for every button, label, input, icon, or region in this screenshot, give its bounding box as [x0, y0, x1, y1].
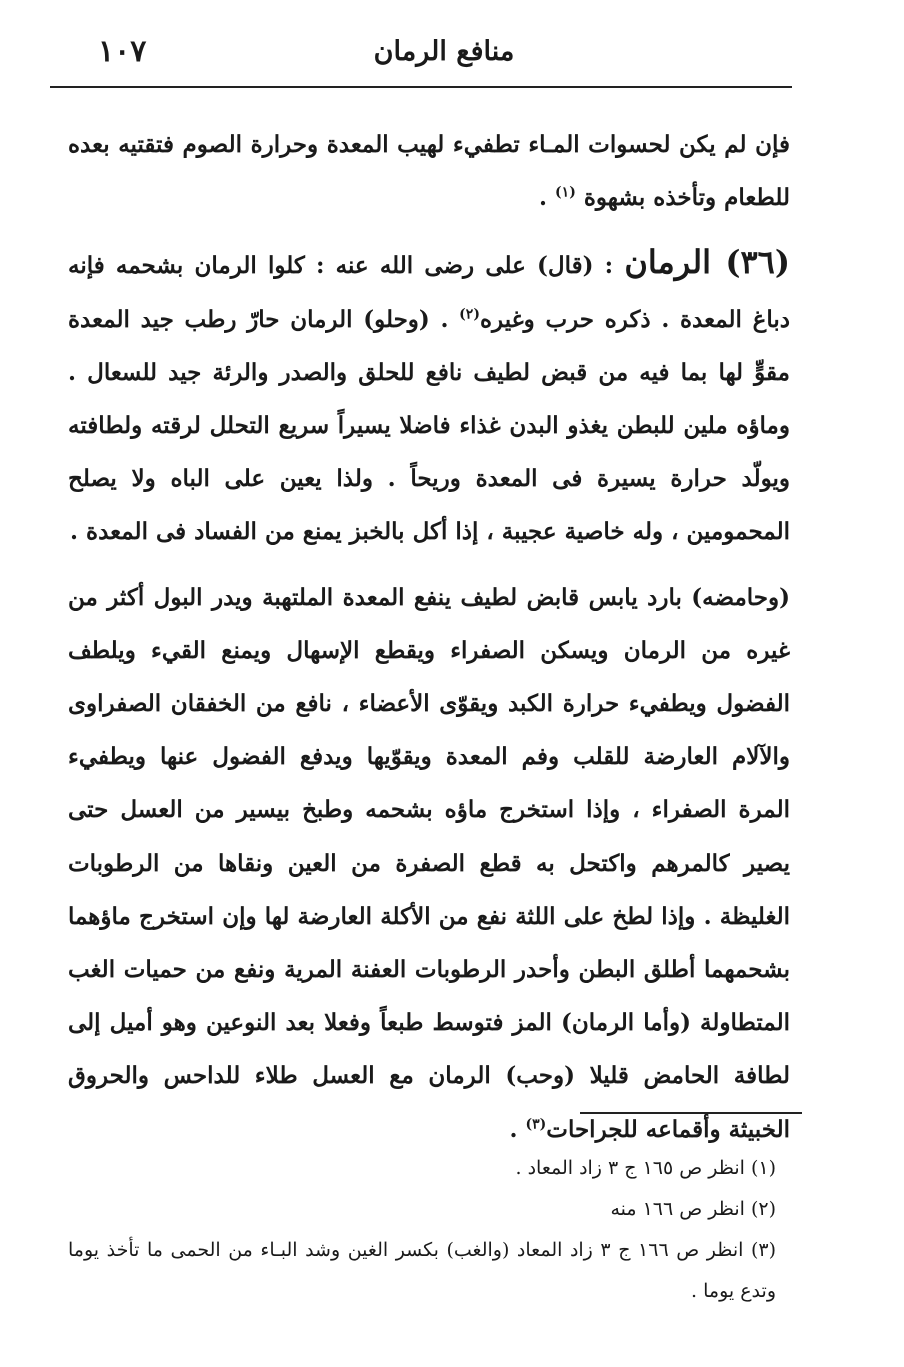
body-text	[68, 118, 790, 1156]
paragraph-1-end: .	[539, 184, 556, 212]
footnotes-rule	[580, 1112, 802, 1114]
running-title: منافع الرمان	[373, 36, 515, 67]
page-header	[62, 30, 826, 84]
footnote-2: (٢) انظر ص ١٦٦ منه	[610, 1198, 776, 1220]
paragraph-2-text-b: . (وحلو) الرمان حارّ رطب جيد المعدة مقوٍّ لها بما فيه من قبض لطيف نافع للحلق والصدر والرئة جيد للسعال . وماؤه ملين للبطن يغذو البدن غذاء فاضلا يسيراً سريع التحلل لرقته ولطافته ويولّد حرارة يسيرة فى المعدة وريحاً . ولذا يعين على الباه ولا يصلح المحمومين ، وله خاصية عجيبة ، إذا أكل بالخبز يمنع من الفساد فى المعدة .	[68, 305, 790, 546]
footnote-1: (١) انظر ص ١٦٥ ج ٣ زاد المعاد .	[515, 1157, 776, 1179]
paragraph-3-text: (وحامضه) بارد يابس قابض لطيف ينفع المعدة الملتهبة ويدر البول أكثر من غيره من الرمان ويسكن الصفراء ويقطع الإسهال ويمنع القيء ويلطف الفضول ويطفيء حرارة الكبد ويقوّى الأعضاء ، نافع من الخفقان الصفراوى والآلام العارضة للقلب وفم المعدة ويقوّيها ويدفع الفضول عنها ويطفيء المرة الصفراء ، وإذا استخرج ماؤه بشحمه وطبخ بيسير من العسل حتى يصير كالمرهم واكتحل به قطع الصفرة من العين ونقاها من الرطوبات الغليظة . وإذا لطخ على اللثة نفع من الأكلة العارضة لها وإن استخرج ماؤهما بشحمهما أطلق البطن وأحدر الرطوبات العفنة المرية ونفع من حميات الغب المتطاولة (وأما الرمان) المز فتوسط طبعاً وفعلا بعد النوعين وهو أميل إلى لطافة الحامض قليلا (وحب) الرمان مع العسل طلاء للداحس والحروق الخبيثة وأقماعه للجراحات	[68, 583, 790, 1143]
footnote-ref-1: (١)	[555, 184, 576, 201]
paragraph-1	[68, 118, 790, 224]
header-rule	[50, 86, 792, 88]
entry-heading: (٣٦) الرمان	[624, 243, 790, 282]
footnote-ref-3: (٣)	[525, 1116, 547, 1132]
paragraph-2	[68, 236, 790, 558]
footnote-3: (٣) انظر ص ١٦٦ ج ٣ زاد المعاد (والغب) بكسر الغين وشد البـاء من الحمى ما تأخذ يوما وتدع يوما .	[68, 1239, 776, 1302]
paragraph-2-text-a: : (قال) على رضى الله عنه : كلوا الرمان بشحمه فإنه دباغ المعدة . ذكره حرب وغيره	[68, 252, 790, 333]
paragraph-3-end: .	[509, 1115, 526, 1143]
paragraph-3	[68, 571, 790, 1156]
paragraph-1-text: فإن لم يكن لحسوات المـاء تطفيء لهيب المعدة وحرارة الصوم فتقتيه بعده للطعام وتأخذه بشهوة	[68, 131, 790, 212]
footnotes	[68, 1148, 776, 1312]
footnote-ref-2: (٢)	[459, 305, 480, 322]
page-number: ١٠٧	[98, 34, 147, 69]
